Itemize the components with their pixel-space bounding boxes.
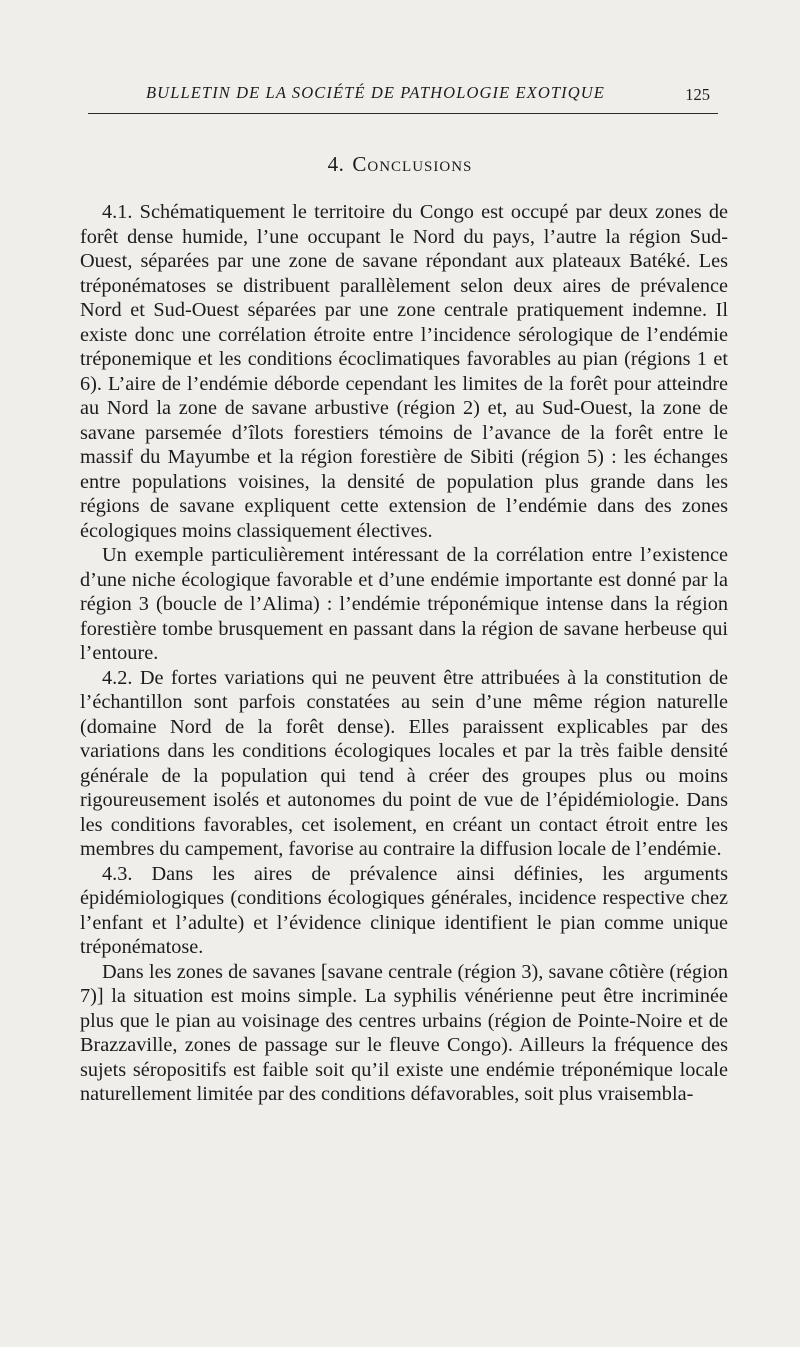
paragraph-4-3: 4.3. Dans les aires de prévalence ainsi définies, les arguments épidémiologiques (conditions écologiques générales, incidence respective chez l’enfant et l’adulte) et l’évidence clinique identifient le pian comme unique tréponématose.: [80, 862, 728, 958]
page-header: [88, 83, 718, 113]
page-number: 125: [685, 85, 710, 104]
running-title: BULLETIN DE LA SOCIÉTÉ DE PATHOLOGIE EXOTIQUE: [146, 83, 605, 102]
section-heading: [0, 152, 800, 177]
section-title: Conclusions: [352, 152, 473, 176]
header-rule: [88, 113, 718, 114]
paragraph-savanes: Dans les zones de savanes [savane centrale (région 3), savane côtière (région 7)] la situation est moins simple. La syphilis vénérienne peut être incriminée plus que le pian au voisinage des centres urbains (région de Pointe-Noire et de Brazzaville, zones de passage sur le fleuve Congo). Ailleurs la fréquence des sujets séropositifs est faible soit qu’il existe une endémie tréponémique locale naturellement limitée par des conditions défavorables, soit plus vraisembla-: [80, 960, 728, 1105]
paragraph-4-1: 4.1. Schématiquement le territoire du Congo est occupé par deux zones de forêt dense humide, l’une occupant le Nord du pays, l’autre la région Sud-Ouest, séparées par une zone de savane répondant aux plateaux Batéké. Les tréponématoses se distribuent parallèlement selon deux aires de prévalence Nord et Sud-Ouest séparées par une zone centrale pratiquement indemne. Il existe donc une corrélation étroite entre l’incidence sérologique de l’endémie tréponemique et les conditions écoclimatiques favorables au pian (régions 1 et 6). L’aire de l’endémie déborde cependant les limites de la forêt pour atteindre au Nord la zone de savane arbustive (région 2) et, au Sud-Ouest, la zone de savane parsemée d’îlots forestiers témoins de l’avance de la forêt entre le massif du Mayumbe et la région forestière de Sibiti (région 5) : les échanges entre populations voisines, la densité de population plus grande dans les régions de savane expliquent cette extension de l’endémie dans des zones écologiques moins classiquement électives.: [80, 201, 728, 542]
paragraph-example: Un exemple particulièrement intéressant de la corrélation entre l’existence d’une niche écologique favorable et d’une endémie importante est donné par la région 3 (boucle de l’Alima) : l’endémie tréponémique intense dans la région forestière tombe brusquement en passant dans la région de savane herbeuse qui l’entoure.: [80, 544, 728, 664]
section-number: 4.: [327, 152, 345, 176]
body-text: [80, 200, 728, 1107]
paragraph-4-2: 4.2. De fortes variations qui ne peuvent être attribuées à la constitution de l’échantillon sont parfois constatées au sein d’une même région naturelle (domaine Nord de la forêt dense). Elles paraissent explicables par des variations dans les conditions écologiques locales et par la très faible densité générale de la population qui tend à créer des groupes plus ou moins rigoureusement isolés et autonomes du point de vue de l’épidémiologie. Dans les conditions favorables, cet isolement, en créant un contact étroit entre les membres du campement, favorise au contraire la diffusion locale de l’endémie.: [80, 666, 728, 860]
